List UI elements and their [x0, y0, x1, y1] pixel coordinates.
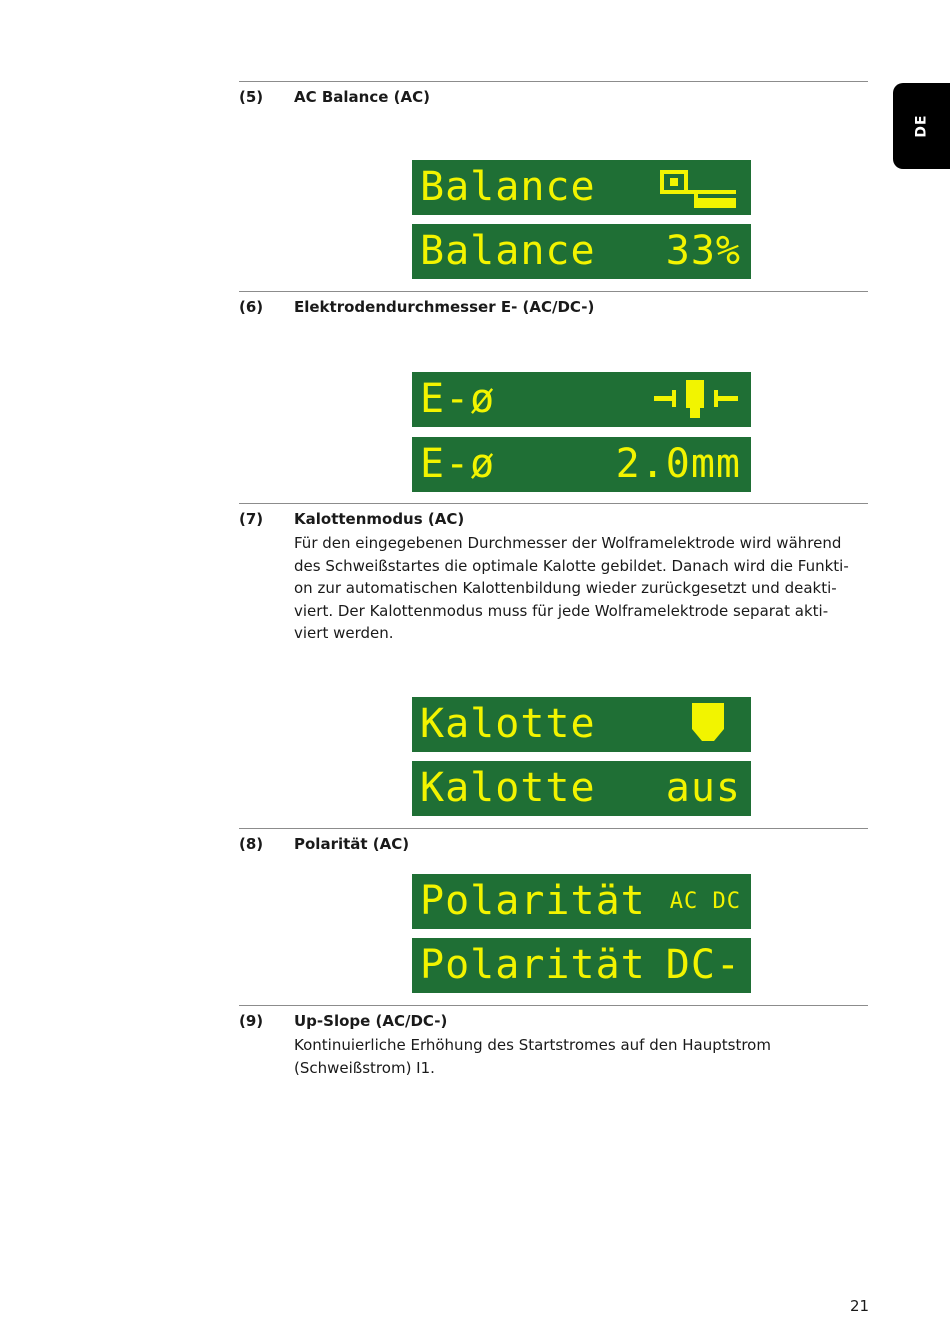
section-divider [239, 1005, 868, 1006]
lcd-text-left: Kalotte [420, 701, 596, 747]
lcd-display-electrode-icon [412, 372, 751, 427]
lcd-text-left: Polarität [420, 942, 646, 988]
section-description: Kontinuierliche Erhöhung des Startstromes auf den Hauptstrom (Schweißstrom) I1. [294, 1036, 771, 1077]
section-number: (6) [239, 298, 264, 316]
section-title: AC Balance (AC) [294, 88, 430, 106]
section-number: (9) [239, 1012, 264, 1030]
lcd-display-polaritaet-options [412, 874, 751, 929]
section-divider [239, 503, 868, 504]
lcd-text-right: AC DC [669, 889, 741, 914]
section-description: Für den eingegebenen Durchmesser der Wolframelektrode wird während des Schweißstartes die optimale Kalotte gebildet. Danach wird die Funkti- on zur automatischen Kalottenbildung wieder zurückgesetzt und deakti- viert. Der Kalottenmodus muss für jede Wolframelektrode separat akti- viert werden. [294, 534, 849, 642]
section-divider [239, 81, 868, 82]
section-number: (8) [239, 835, 264, 853]
section-title: Up-Slope (AC/DC-) [294, 1012, 448, 1030]
section-number: (5) [239, 88, 264, 106]
lcd-display-balance-value [412, 224, 751, 279]
language-tab[interactable] [893, 83, 950, 169]
lcd-text-left: Balance [420, 164, 596, 210]
section-divider [239, 291, 868, 292]
lcd-text-left: Balance [420, 228, 596, 274]
section-title: Polarität (AC) [294, 835, 410, 853]
section-number: (7) [239, 510, 264, 528]
lcd-text-right: DC- [665, 942, 741, 988]
kalotte-icon [690, 701, 726, 745]
language-tab-label: DE [913, 114, 930, 138]
lcd-text-left: Polarität [420, 878, 646, 924]
page-number: 21 [850, 1297, 870, 1315]
lcd-text-left: Kalotte [420, 765, 596, 811]
lcd-text-right: 33% [665, 228, 741, 274]
lcd-display-electrode-value [412, 437, 751, 492]
lcd-display-polaritaet-value [412, 938, 751, 993]
section-title: Elektrodendurchmesser E- (AC/DC-) [294, 298, 595, 316]
lcd-text-left: E-ø [420, 441, 496, 487]
balance-icon [658, 168, 738, 210]
lcd-text-right: 2.0mm [615, 441, 741, 487]
section-title: Kalottenmodus (AC) [294, 510, 465, 528]
lcd-text-right: aus [665, 765, 741, 811]
section-divider [239, 828, 868, 829]
electrode-diameter-icon [652, 378, 746, 422]
lcd-display-kalotte-value [412, 761, 751, 816]
lcd-display-kalotte-icon [412, 697, 751, 752]
lcd-display-balance-icon [412, 160, 751, 215]
lcd-text-left: E-ø [420, 376, 496, 422]
